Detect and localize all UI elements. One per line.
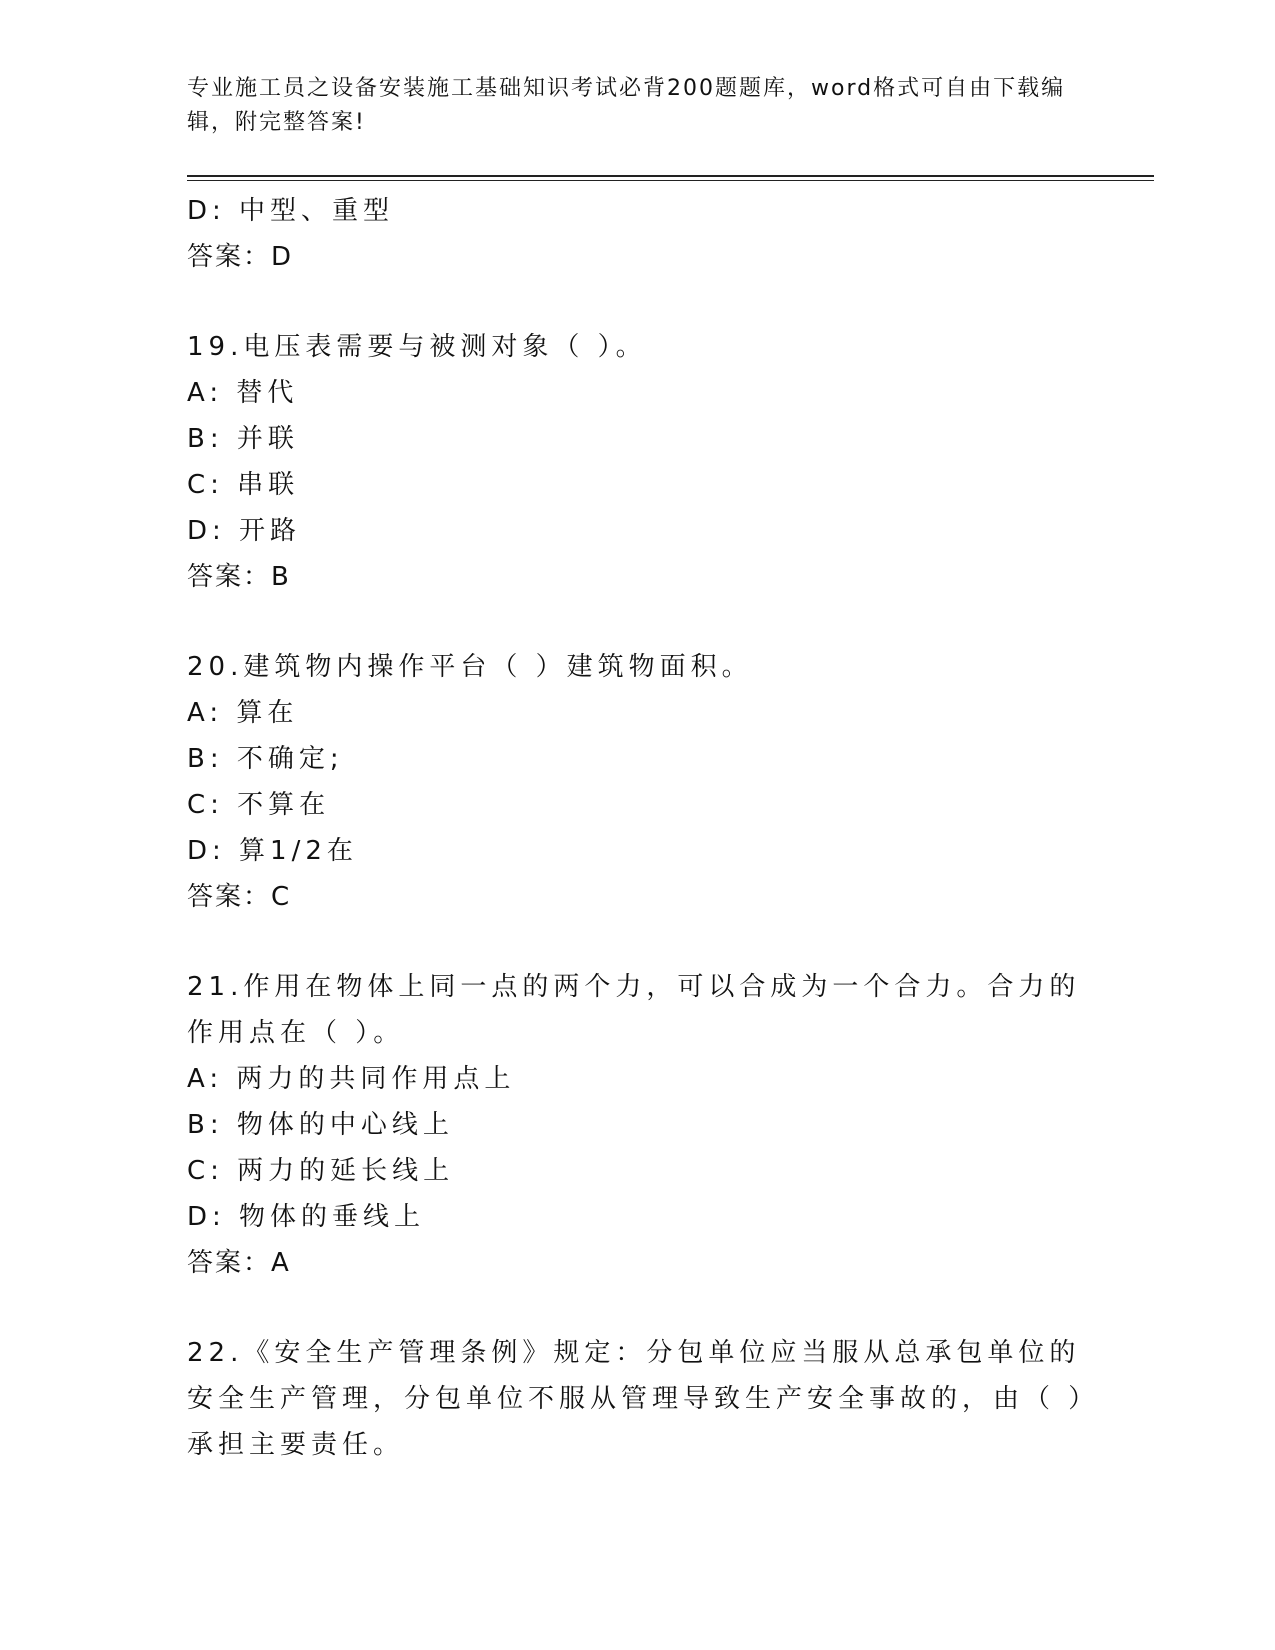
option-b: B: 并联 bbox=[187, 424, 299, 454]
option-d: D: 开路 bbox=[187, 516, 302, 546]
option-c: C: 两力的延长线上 bbox=[187, 1156, 455, 1186]
option-b: B: 不确定; bbox=[187, 744, 344, 774]
option-c: C: 不算在 bbox=[187, 790, 331, 820]
option-a: A: 两力的共同作用点上 bbox=[187, 1064, 516, 1094]
answer: 答案：D bbox=[187, 242, 294, 272]
option-b: B: 物体的中心线上 bbox=[187, 1110, 454, 1140]
answer: 答案：B bbox=[187, 562, 291, 592]
option-a: A: 算在 bbox=[187, 698, 299, 728]
question-stem: 21.作用在物体上同一点的两个力，可以合成为一个合力。合力的作用点在（ ）。 bbox=[187, 972, 1081, 1048]
question-19 bbox=[187, 324, 1087, 600]
option-d: D: 中型、重型 bbox=[187, 196, 395, 226]
question-21 bbox=[187, 964, 1087, 1286]
question-stem: 19.电压表需要与被测对象（ ）。 bbox=[187, 332, 647, 362]
option-d: D: 物体的垂线上 bbox=[187, 1202, 426, 1232]
previous-question-tail bbox=[187, 188, 1087, 280]
question-20 bbox=[187, 644, 1087, 920]
option-d: D: 算1/2在 bbox=[187, 836, 358, 866]
question-stem: 22.《安全生产管理条例》规定：分包单位应当服从总承包单位的安全生产管理，分包单位不服从管理导致生产安全事故的，由（ ）承担主要责任。 bbox=[187, 1338, 1087, 1460]
answer: 答案：A bbox=[187, 1248, 291, 1278]
answer: 答案：C bbox=[187, 882, 292, 912]
option-a: A: 替代 bbox=[187, 378, 299, 408]
document-header: 专业施工员之设备安装施工基础知识考试必背200题题库，word格式可自由下载编辑，附完整答案! bbox=[187, 76, 1066, 135]
header-divider bbox=[187, 175, 1154, 181]
question-22 bbox=[187, 1330, 1087, 1468]
document-body bbox=[187, 188, 1087, 1468]
question-stem: 20.建筑物内操作平台（ ）建筑物面积。 bbox=[187, 652, 753, 682]
option-c: C: 串联 bbox=[187, 470, 300, 500]
